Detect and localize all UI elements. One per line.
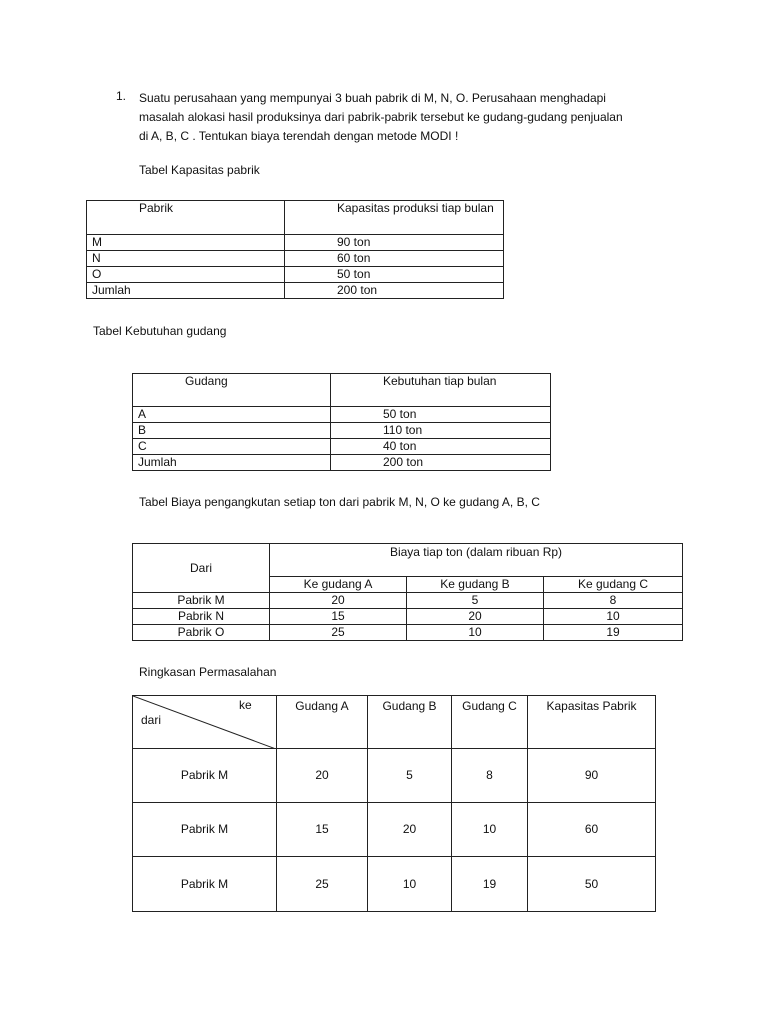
table-header: Kapasitas Pabrik xyxy=(528,696,656,749)
table-row xyxy=(133,625,683,641)
table-cell: Pabrik M xyxy=(133,593,270,609)
capacity-table xyxy=(86,200,504,299)
table-row xyxy=(133,455,551,471)
table-cell: 20 xyxy=(407,609,544,625)
corner-bottom-label: dari xyxy=(141,713,162,727)
table-cell: Pabrik O xyxy=(133,625,270,641)
question-line: Suatu perusahaan yang mempunyai 3 buah pabrik di M, N, O. Perusahaan menghadapi xyxy=(139,91,606,105)
table-header: Ke gudang B xyxy=(407,577,544,593)
table-cell: 10 xyxy=(452,803,528,857)
table-row xyxy=(87,267,504,283)
table-cell: 200 ton xyxy=(285,283,504,299)
table-cell: Pabrik M xyxy=(133,857,277,912)
table-cell: 20 xyxy=(277,749,368,803)
table-cell: Jumlah xyxy=(87,283,285,299)
table-cell: 5 xyxy=(368,749,452,803)
table-cell: 200 ton xyxy=(331,455,551,471)
corner-cell xyxy=(133,696,277,749)
table-cell: 20 xyxy=(270,593,407,609)
table-header: Ke gudang A xyxy=(270,577,407,593)
table-cell: 10 xyxy=(368,857,452,912)
table-header: Dari xyxy=(133,544,270,593)
question-line: di A, B, C . Tentukan biaya terendah dengan metode MODI ! xyxy=(139,129,459,143)
table-header: Biaya tiap ton (dalam ribuan Rp) xyxy=(270,544,683,577)
table-cell: A xyxy=(133,407,331,423)
table3-title: Tabel Biaya pengangkutan setiap ton dari pabrik M, N, O ke gudang A, B, C xyxy=(139,495,540,509)
table-cell: 60 xyxy=(528,803,656,857)
question-text xyxy=(139,89,679,146)
table-cell: 19 xyxy=(544,625,683,641)
table2-title: Tabel Kebutuhan gudang xyxy=(93,324,227,338)
table-header: Kapasitas produksi tiap bulan xyxy=(285,201,504,235)
table-cell: O xyxy=(87,267,285,283)
corner-top-label: ke xyxy=(239,698,252,712)
table-row xyxy=(133,857,656,912)
table-cell: Pabrik M xyxy=(133,803,277,857)
table-cell: 50 xyxy=(528,857,656,912)
table-cell: Pabrik M xyxy=(133,749,277,803)
question-number: 1. xyxy=(116,89,127,103)
table4-title: Ringkasan Permasalahan xyxy=(139,665,277,679)
table-header: Gudang xyxy=(133,374,331,407)
table-header: Ke gudang C xyxy=(544,577,683,593)
table-cell: 40 ton xyxy=(331,439,551,455)
summary-table xyxy=(132,695,656,912)
table-cell: Pabrik N xyxy=(133,609,270,625)
table-cell: 50 ton xyxy=(285,267,504,283)
table-header: Kebutuhan tiap bulan xyxy=(331,374,551,407)
table-cell: 60 ton xyxy=(285,251,504,267)
question-line: masalah alokasi hasil produksinya dari pabrik-pabrik tersebut ke gudang-gudang penjualan xyxy=(139,110,623,124)
demand-table xyxy=(132,373,551,471)
table-row xyxy=(133,439,551,455)
table-cell: M xyxy=(87,235,285,251)
table-cell: 90 xyxy=(528,749,656,803)
cost-table xyxy=(132,543,683,641)
table-row xyxy=(133,803,656,857)
table-row xyxy=(87,235,504,251)
table-header: Gudang B xyxy=(368,696,452,749)
table-cell: 50 ton xyxy=(331,407,551,423)
table-header: Gudang C xyxy=(452,696,528,749)
table-cell: 15 xyxy=(270,609,407,625)
table-row xyxy=(133,423,551,439)
table-cell: 19 xyxy=(452,857,528,912)
table-cell: 20 xyxy=(368,803,452,857)
table-cell: 8 xyxy=(544,593,683,609)
table-row xyxy=(133,749,656,803)
table-cell: 25 xyxy=(270,625,407,641)
table-cell: B xyxy=(133,423,331,439)
table-cell: 15 xyxy=(277,803,368,857)
table-cell: 10 xyxy=(544,609,683,625)
table-row xyxy=(87,251,504,267)
table-cell: Jumlah xyxy=(133,455,331,471)
table-cell: 8 xyxy=(452,749,528,803)
table-cell: 25 xyxy=(277,857,368,912)
table-row xyxy=(133,593,683,609)
table-cell: 110 ton xyxy=(331,423,551,439)
table-cell: N xyxy=(87,251,285,267)
table-header: Pabrik xyxy=(87,201,285,235)
table-cell: C xyxy=(133,439,331,455)
table-cell: 10 xyxy=(407,625,544,641)
table-row xyxy=(133,407,551,423)
table-cell: 5 xyxy=(407,593,544,609)
table-header: Gudang A xyxy=(277,696,368,749)
table-row xyxy=(87,283,504,299)
table1-title: Tabel Kapasitas pabrik xyxy=(139,163,260,177)
table-row xyxy=(133,609,683,625)
table-cell: 90 ton xyxy=(285,235,504,251)
